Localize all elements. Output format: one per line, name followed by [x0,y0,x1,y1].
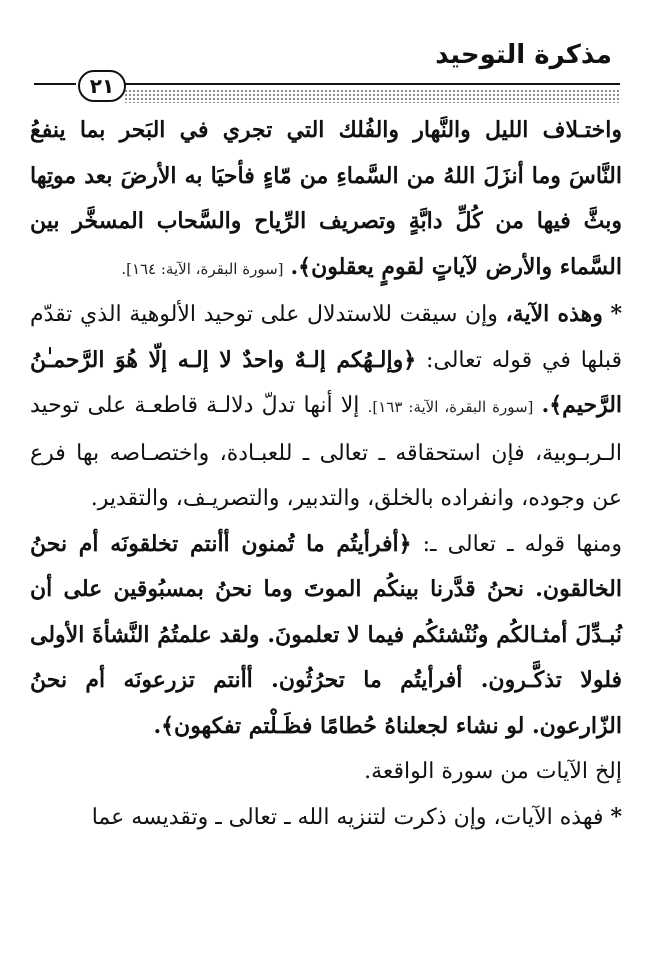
paragraph-tawhid-uluhiyya [30,292,622,522]
paragraph-tanzih [30,795,622,841]
verse-reference: [سورة البقرة، الآية: ١٦٤]. [121,259,284,278]
bullet-star: * [610,301,622,327]
page-body [30,108,622,840]
verse-text: ﴿وإلـهُكم إلـهٌ واحدٌ لا إلـه إلّا هُوَ الرَّحمـٰنُ الرَّحيم﴾. [30,346,623,418]
paragraph-intro: ومنها قوله ـ تعالى ـ: [422,531,622,557]
paragraph-text: إلا أنها تدلّ دلالـة قاطعـة على توحيد الـربـوبية، فإن استحقاقه ـ تعالى ـ للعبـادة، واختصـاصه بها فرع عن وجوده، وانفراده بالخلق، والتدبير، والتصريـف، والتقدير. [30,393,622,511]
paragraph-text: فهذه الآيات، وإن ذكرت لتنزيه الله ـ تعالى ـ وتقديسه عما [91,804,604,830]
bullet-star: * [610,803,622,830]
header-rule-left [34,83,76,85]
verse-text: ﴿أفرأيتُم ما تُمنون أأنتم تخلقونَه أم نحنُ الخالقون. نحنُ قدَّرنا بينكُم الموتَ وما نحنُ بمسبُوقين على أن نُبـدِّلَ أمثـالكُم ونُنْشئكُم فيما لا تعلمونَ. ولقد علمتُمُ النَّشأةَ الأولى فلولا تذكَّـرون. أفرأيتُم ما تحرُثُون. أأنتم تزرعونَه أم نحنُ الزّارعون. لو نشاء لجعلناهُ حُطامًا فظَـلْتم تفكهون﴾. [30,530,623,739]
paragraph-waqia-verses [30,522,622,795]
paragraph-tail: إلخ الآيات من سورة الواقعة. [364,759,622,784]
verse-text: واختـلاف الليل والنَّهار والفُلك التي تجري في البَحر بما ينفعُ النَّاسَ وما أنزَلَ اللهُ من السَّماءِ من مّاءٍ فأحيَا به الأرضَ بعد موتِها وبثَّ فيها من كُلِّ دابَّةٍ وتصريف الرِّياح والسَّحاب المسخَّر بين السَّماء والأرض لآياتٍ لقومٍ يعقلون﴾. [30,117,622,280]
paragraph-verse-164 [30,108,622,292]
page-header [0,0,652,110]
paragraph-lead: وهذه الآية، [505,301,603,327]
header-rule-right [124,83,620,85]
paragraph-text: وإن سيقت للاستدلال على توحيد الألوهية الذي تقدّم قبلها في قوله تعالى: [30,302,622,373]
verse-reference: [سورة البقرة، الآية: ١٦٣]. [367,398,534,416]
page-number: ٢١ [78,70,126,102]
running-title: مذكرة التوحيد [435,40,612,70]
header-halftone-band [124,89,620,103]
